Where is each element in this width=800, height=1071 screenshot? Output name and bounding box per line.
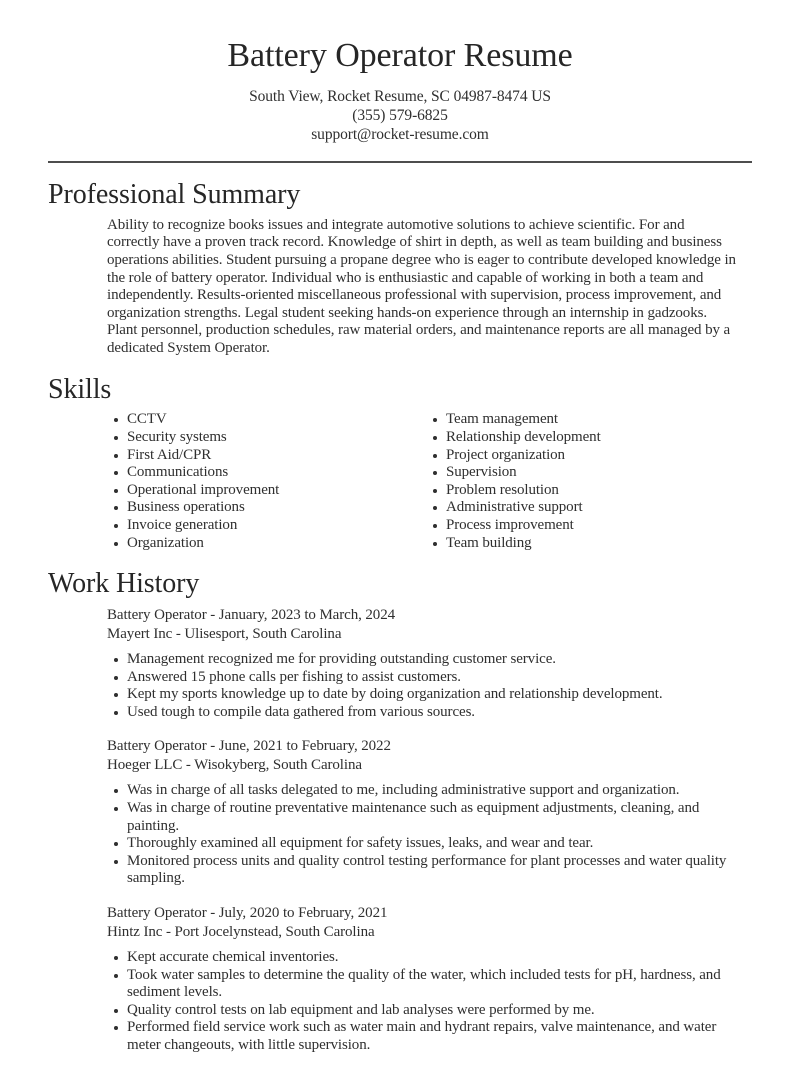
skill-item: Security systems xyxy=(107,429,426,447)
job-bullet: Was in charge of all tasks delegated to me, including administrative support and organization. xyxy=(107,782,735,800)
contact-address: South View, Rocket Resume, SC 04987-8474 US xyxy=(249,88,551,106)
contact-phone: (355) 579-6825 xyxy=(352,107,448,125)
contact-block xyxy=(48,87,752,144)
job-entry-2 xyxy=(107,737,752,888)
job-title-line: Battery Operator - July, 2020 to February, 2021 xyxy=(107,904,388,921)
job-title-line: Battery Operator - January, 2023 to March, 2024 xyxy=(107,606,395,623)
skill-item: Invoice generation xyxy=(107,517,426,535)
work-history-heading: Work History xyxy=(48,568,200,600)
job-bullet: Management recognized me for providing outstanding customer service. xyxy=(107,651,735,669)
job-company-line: Hintz Inc - Port Jocelynstead, South Carolina xyxy=(107,923,375,940)
header-block xyxy=(48,36,752,144)
professional-summary-heading: Professional Summary xyxy=(48,179,301,211)
contact-email: support@rocket-resume.com xyxy=(311,126,489,144)
header-divider xyxy=(48,161,752,163)
section-professional-summary xyxy=(48,180,752,358)
skill-item: Business operations xyxy=(107,499,426,517)
job-bullet: Performed field service work such as water main and hydrant repairs, valve maintenance, and water meter changeouts, with little supervision. xyxy=(107,1019,735,1054)
job-bullet: Kept my sports knowledge up to date by doing organization and relationship development. xyxy=(107,686,735,704)
job-company-line: Hoeger LLC - Wisokyberg, South Carolina xyxy=(107,757,362,774)
skill-item: Team building xyxy=(426,535,745,553)
job-bullet: Quality control tests on lab equipment and lab analyses were performed by me. xyxy=(107,1002,735,1020)
skills-columns xyxy=(107,411,752,552)
section-skills xyxy=(48,375,752,553)
skill-item: Operational improvement xyxy=(107,482,426,500)
job-bullet: Was in charge of routine preventative maintenance such as equipment adjustments, cleaning, and painting. xyxy=(107,800,735,835)
job-entry-1 xyxy=(107,606,752,721)
resume-title: Battery Operator Resume xyxy=(227,37,573,74)
skill-item: CCTV xyxy=(107,411,426,429)
skill-item: Relationship development xyxy=(426,429,745,447)
work-history-jobs xyxy=(107,606,752,1055)
job-bullet-list xyxy=(107,651,735,721)
resume-page xyxy=(0,36,800,1071)
job-title-line: Battery Operator - June, 2021 to February, 2022 xyxy=(107,738,391,755)
skill-item: Problem resolution xyxy=(426,482,745,500)
job-bullet: Used tough to compile data gathered from various sources. xyxy=(107,704,735,722)
resume-document xyxy=(0,36,800,1054)
skills-list-left xyxy=(107,411,426,552)
job-bullet: Monitored process units and quality control testing performance for plant processes and water quality sampling. xyxy=(107,853,735,888)
professional-summary-content xyxy=(107,217,752,358)
skill-item: Administrative support xyxy=(426,499,745,517)
skills-list-right xyxy=(426,411,745,552)
job-bullet-list xyxy=(107,782,735,888)
skill-item: Team management xyxy=(426,411,745,429)
skill-item: Supervision xyxy=(426,464,745,482)
skills-heading: Skills xyxy=(48,373,112,405)
job-bullet-list xyxy=(107,949,735,1055)
job-bullet: Kept accurate chemical inventories. xyxy=(107,949,735,967)
skill-item: Project organization xyxy=(426,447,745,465)
job-entry-3 xyxy=(107,904,752,1055)
job-company-line: Mayert Inc - Ulisesport, South Carolina xyxy=(107,625,342,642)
professional-summary-text: Ability to recognize books issues and integrate automotive solutions to achieve scientific. For and correctly have a proven track record. Knowledge of shirt in depth, as well as team building and business operations abilities. Student pursuing a propane degree who is eager to contribute developed knowledge in the role of battery operator. Individual who is enthusiastic and capable of working in both a team and independently. Results-oriented miscellaneous professional with supervision, process improvement, and organization strengths. Legal student seeking hands-on experience through an internship in gadzooks. Plant personnel, production schedules, raw material orders, and maintenance reports are all managed by a dedicated System Operator. xyxy=(107,216,736,357)
section-work-history xyxy=(48,569,752,1054)
job-bullet: Answered 15 phone calls per fishing to assist customers. xyxy=(107,669,735,687)
job-bullet: Took water samples to determine the quality of the water, which included tests for pH, hardness, and sediment levels. xyxy=(107,967,735,1002)
skill-item: Communications xyxy=(107,464,426,482)
skill-item: First Aid/CPR xyxy=(107,447,426,465)
job-bullet: Thoroughly examined all equipment for safety issues, leaks, and wear and tear. xyxy=(107,835,735,853)
skill-item: Organization xyxy=(107,535,426,553)
skill-item: Process improvement xyxy=(426,517,745,535)
